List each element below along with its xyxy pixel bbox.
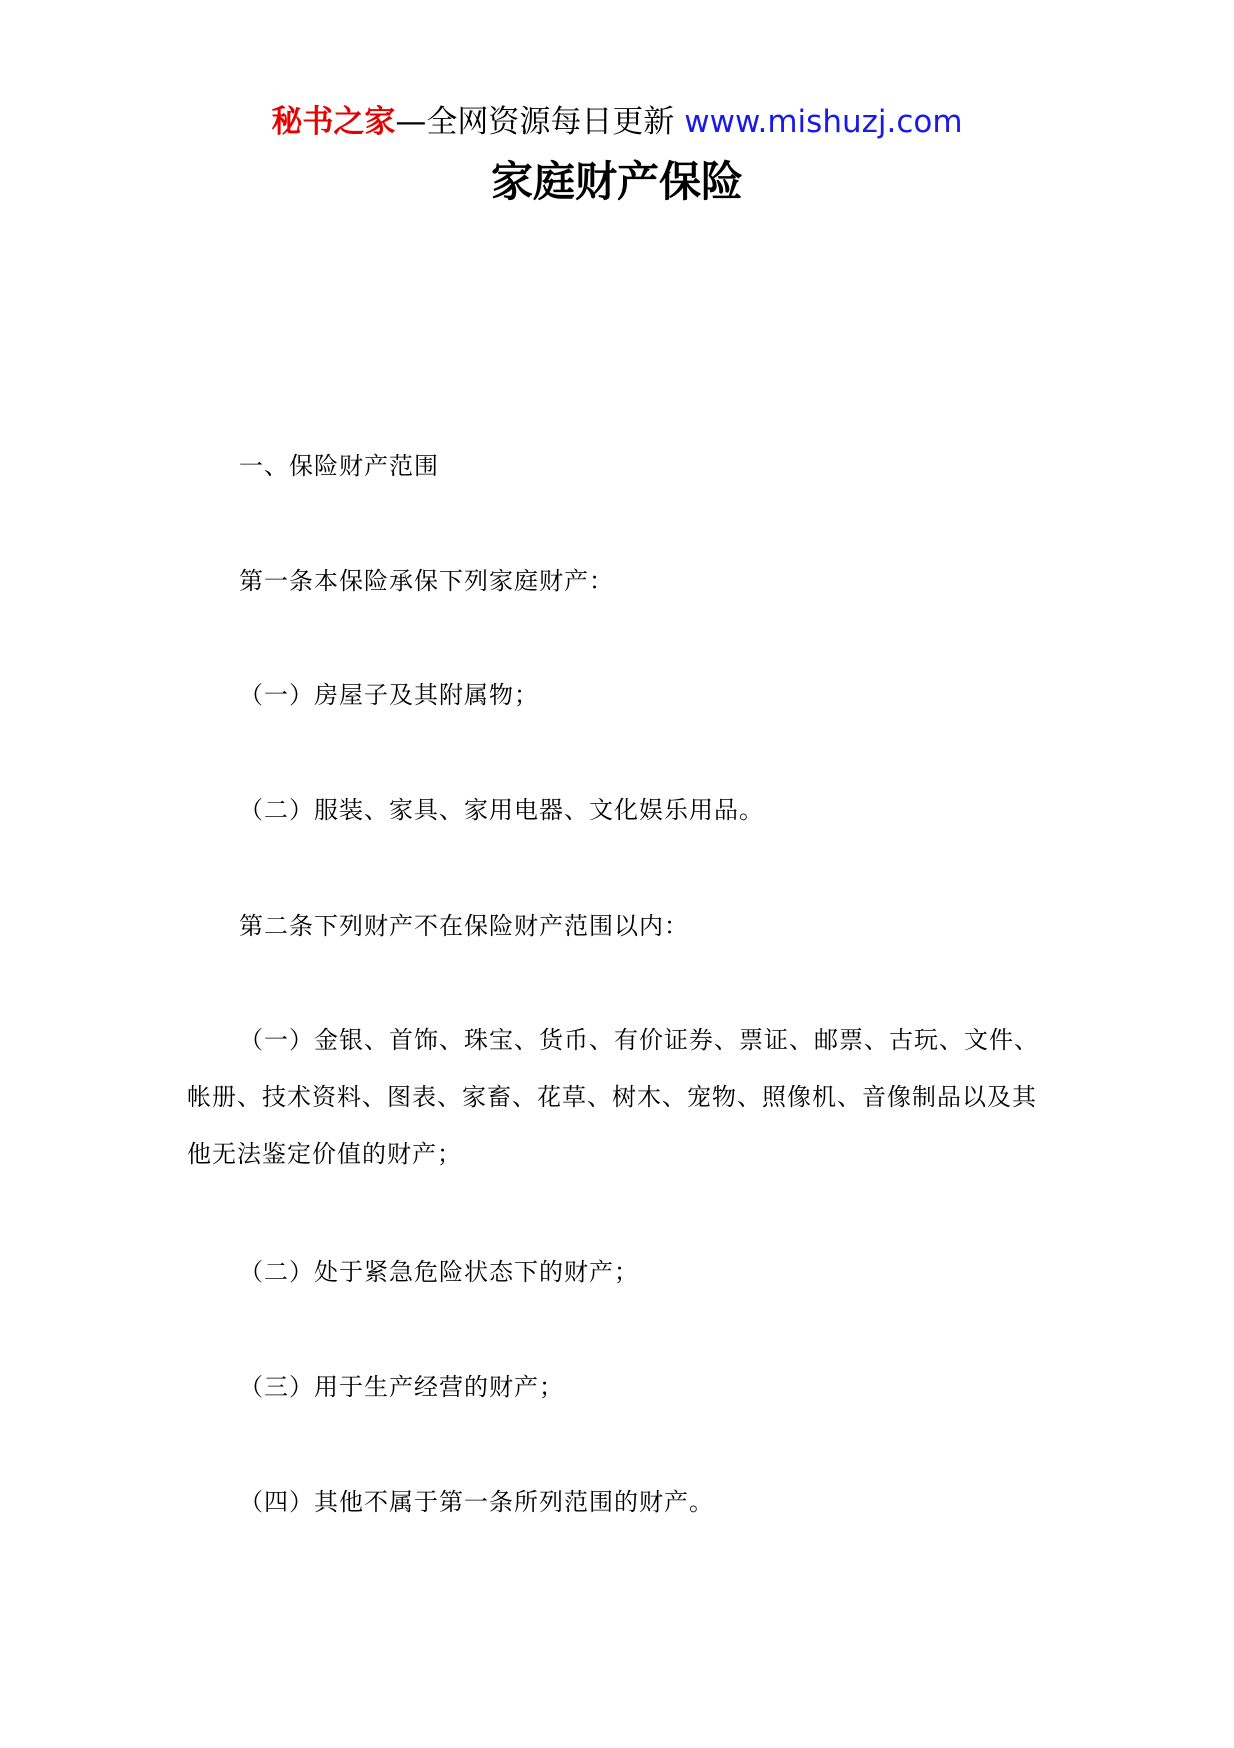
list-item-paragraph: （四）其他不属于第一条所列范围的财产。 [239, 1488, 714, 1516]
header-slogan: —全网资源每日更新 [395, 104, 685, 140]
article-paragraph: 第二条下列财产不在保险财产范围以内： [239, 912, 689, 940]
list-item-paragraph: （二）服装、家具、家用电器、文化娱乐用品。 [239, 796, 764, 824]
document-title: 家庭财产保险 [490, 157, 743, 206]
brand-name: 秘书之家 [271, 104, 396, 140]
list-item-paragraph: （三）用于生产经营的财产； [239, 1373, 564, 1401]
article-paragraph: 第一条本保险承保下列家庭财产： [239, 567, 614, 595]
section-heading: 一、保险财产范围 [239, 452, 439, 480]
site-url-link[interactable]: www.mishuzj.com [684, 104, 963, 140]
list-item-paragraph: （一）金银、首饰、珠宝、货币、有价证券、票证、邮票、古玩、文件、帐册、技术资料、图表、家畜、花草、树木、宠物、照像机、音像制品以及其他无法鉴定价值的财产； [187, 1026, 1039, 1168]
site-header [0, 102, 1234, 142]
list-item-paragraph: （一）房屋子及其附属物； [239, 681, 539, 709]
list-item-paragraph: （二）处于紧急危险状态下的财产； [239, 1258, 639, 1286]
